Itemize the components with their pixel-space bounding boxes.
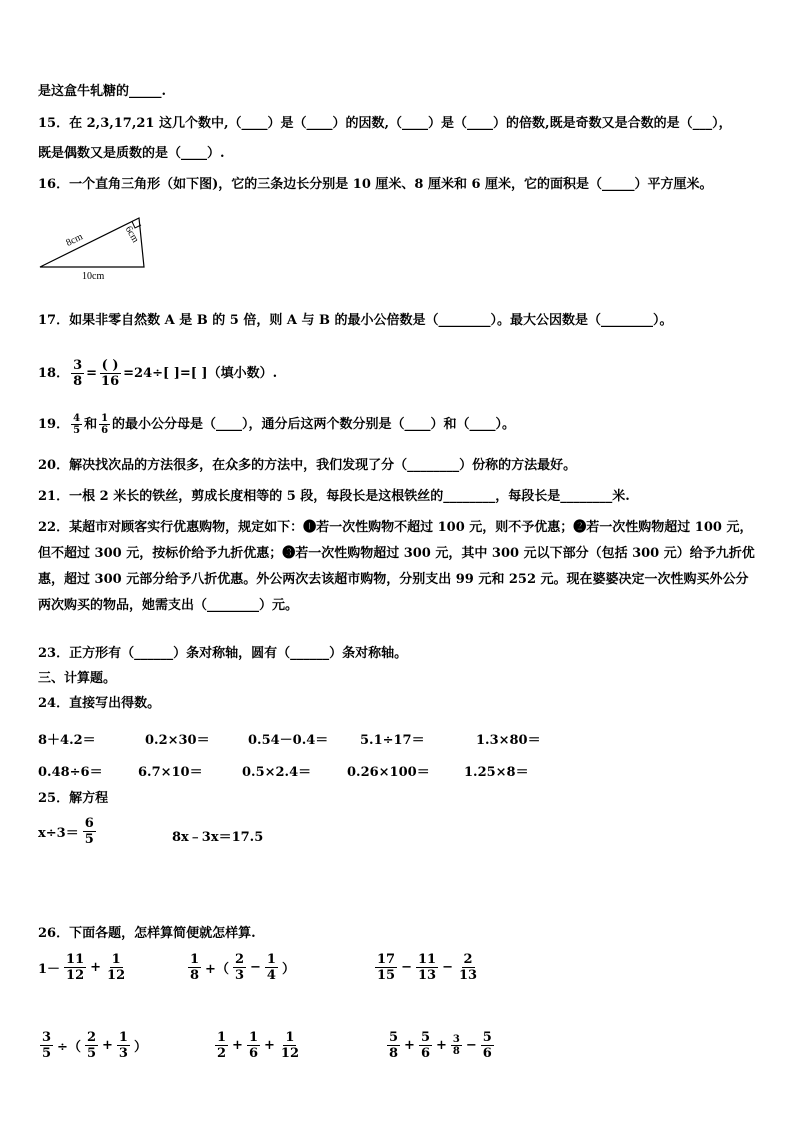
side-label-6cm: 6cm bbox=[122, 224, 141, 245]
q17-text: 17．如果非零自然数 A 是 B 的 5 倍，则 A 与 B 的最小公倍数是（________）。最大公因数是（________）。 bbox=[38, 313, 673, 328]
expr-6: $\frac{5}{8}$ + $\frac{5}{6}$ + $\frac{3}{8}$ − $\frac{5}{6}$ bbox=[389, 1030, 492, 1061]
q26-title: 26．下面各题，怎样算简便就怎样算. bbox=[38, 926, 256, 941]
expr-1: 1－ $\frac{11}{12}$ + $\frac{1}{12}$ bbox=[38, 952, 126, 983]
fraction-4-5: $\frac{4}{5}$ bbox=[73, 413, 81, 436]
q19-text bbox=[38, 413, 515, 436]
q16-text: 16．一个直角三角形（如下图)，它的三条边长分别是 10 厘米、8 厘米和 6 厘米，它的面积是（_____）平方厘米。 bbox=[38, 177, 713, 192]
q19-number: 19． bbox=[38, 416, 70, 432]
q19-rest: 的最小公分母是（____），通分后这两个数分别是（____）和（____）。 bbox=[112, 416, 516, 432]
equation-2: 8x﹣3x＝17.5 bbox=[172, 830, 264, 845]
q20-text: 20．解决找次品的方法很多，在众多的方法中，我们发现了分（________）份称的方法最好。 bbox=[38, 458, 577, 473]
q15-line1: 15．在 2,3,17,21 这几个数中,（____）是（____）的因数,（____）是（____）的倍数,既是奇数又是合数的是（___）， bbox=[38, 116, 732, 131]
calc-2-1: 0.48÷6＝ bbox=[38, 765, 103, 780]
calc-1-2: 0.2×30＝ bbox=[145, 733, 210, 748]
calc-1-5: 1.3×80＝ bbox=[476, 733, 541, 748]
fraction-3-8: $\frac{3}{8}$ bbox=[73, 358, 83, 389]
q18-number: 18． bbox=[38, 365, 70, 381]
fraction-6-5: $\frac{6}{5}$ bbox=[84, 816, 94, 847]
q23-text: 23．正方形有（______）条对称轴，圆有（______）条对称轴。 bbox=[38, 646, 408, 661]
calc-1-3: 0.54－0.4＝ bbox=[248, 733, 329, 748]
q25-title: 25．解方程 bbox=[38, 791, 109, 806]
calc-1-1: 8＋4.2＝ bbox=[38, 733, 96, 748]
q15-line2: 既是偶数又是质数的是（____）. bbox=[38, 146, 225, 161]
q18-rest: =24÷[ ]=[ ]（填小数）. bbox=[123, 365, 278, 381]
expr-5: $\frac{1}{2}$ + $\frac{1}{6}$ + $\frac{1}{12}$ bbox=[217, 1030, 299, 1061]
side-label-10cm: 10cm bbox=[82, 271, 105, 282]
q18-text: 18． $\frac{3}{8}$ = $\frac{( )}{16}$ =24÷[ ]=[ ]（填小数）. bbox=[38, 358, 278, 389]
q19-and: 和 bbox=[84, 416, 98, 432]
calc-2-4: 0.26×100＝ bbox=[347, 765, 430, 780]
right-triangle-figure bbox=[36, 212, 148, 282]
expr-4: $\frac{3}{5}$ ÷（ $\frac{2}{5}$ + $\frac{1}{3}$ ） bbox=[42, 1030, 147, 1061]
q24-title: 24．直接写出得数。 bbox=[38, 696, 161, 711]
expr-3: $\frac{17}{15}$ − $\frac{11}{13}$ − $\frac{2}{13}$ bbox=[377, 952, 478, 983]
fraction-1-6: $\frac{1}{6}$ bbox=[101, 413, 109, 436]
eq1-left: x÷3＝ bbox=[38, 826, 79, 841]
expr-2: $\frac{1}{8}$ +（ $\frac{2}{3}$ − $\frac{1}{4}$ ） bbox=[190, 952, 295, 983]
calc-2-5: 1.25×8＝ bbox=[464, 765, 529, 780]
fraction-blank-16: $\frac{( )}{16}$ bbox=[101, 358, 120, 389]
calc-1-4: 5.1÷17＝ bbox=[360, 733, 425, 748]
side-label-8cm: 8cm bbox=[64, 231, 85, 249]
section-3-heading: 三、计算题。 bbox=[38, 671, 117, 686]
q14-tail: 是这盒牛轧糖的_____. bbox=[38, 84, 167, 99]
q21-text: 21．一根 2 米长的铁丝，剪成长度相等的 5 段，每段长是这根铁丝的________，每段长是________米. bbox=[38, 489, 630, 504]
calc-2-3: 0.5×2.4＝ bbox=[242, 765, 312, 780]
equation-1 bbox=[38, 816, 98, 847]
calc-2-2: 6.7×10＝ bbox=[138, 765, 203, 780]
q22-text: 22．某超市对顾客实行优惠购物，规定如下：❶若一次性购物不超过 100 元，则不予优惠；❷若一次性购物超过 100 元，但不超过 300 元，按标价给予九折优惠；❸若一次性购物超过 300 元，其中 300 元以下部分（包括 300 元）给予九折优惠，超过 300 元部分给予八折优惠。外公两次去该超市购物，分别支出 99 元和 252 元。现在婆婆决定一次性购买外公分两次购买的物品，她需支出（________）元。 bbox=[38, 520, 755, 613]
